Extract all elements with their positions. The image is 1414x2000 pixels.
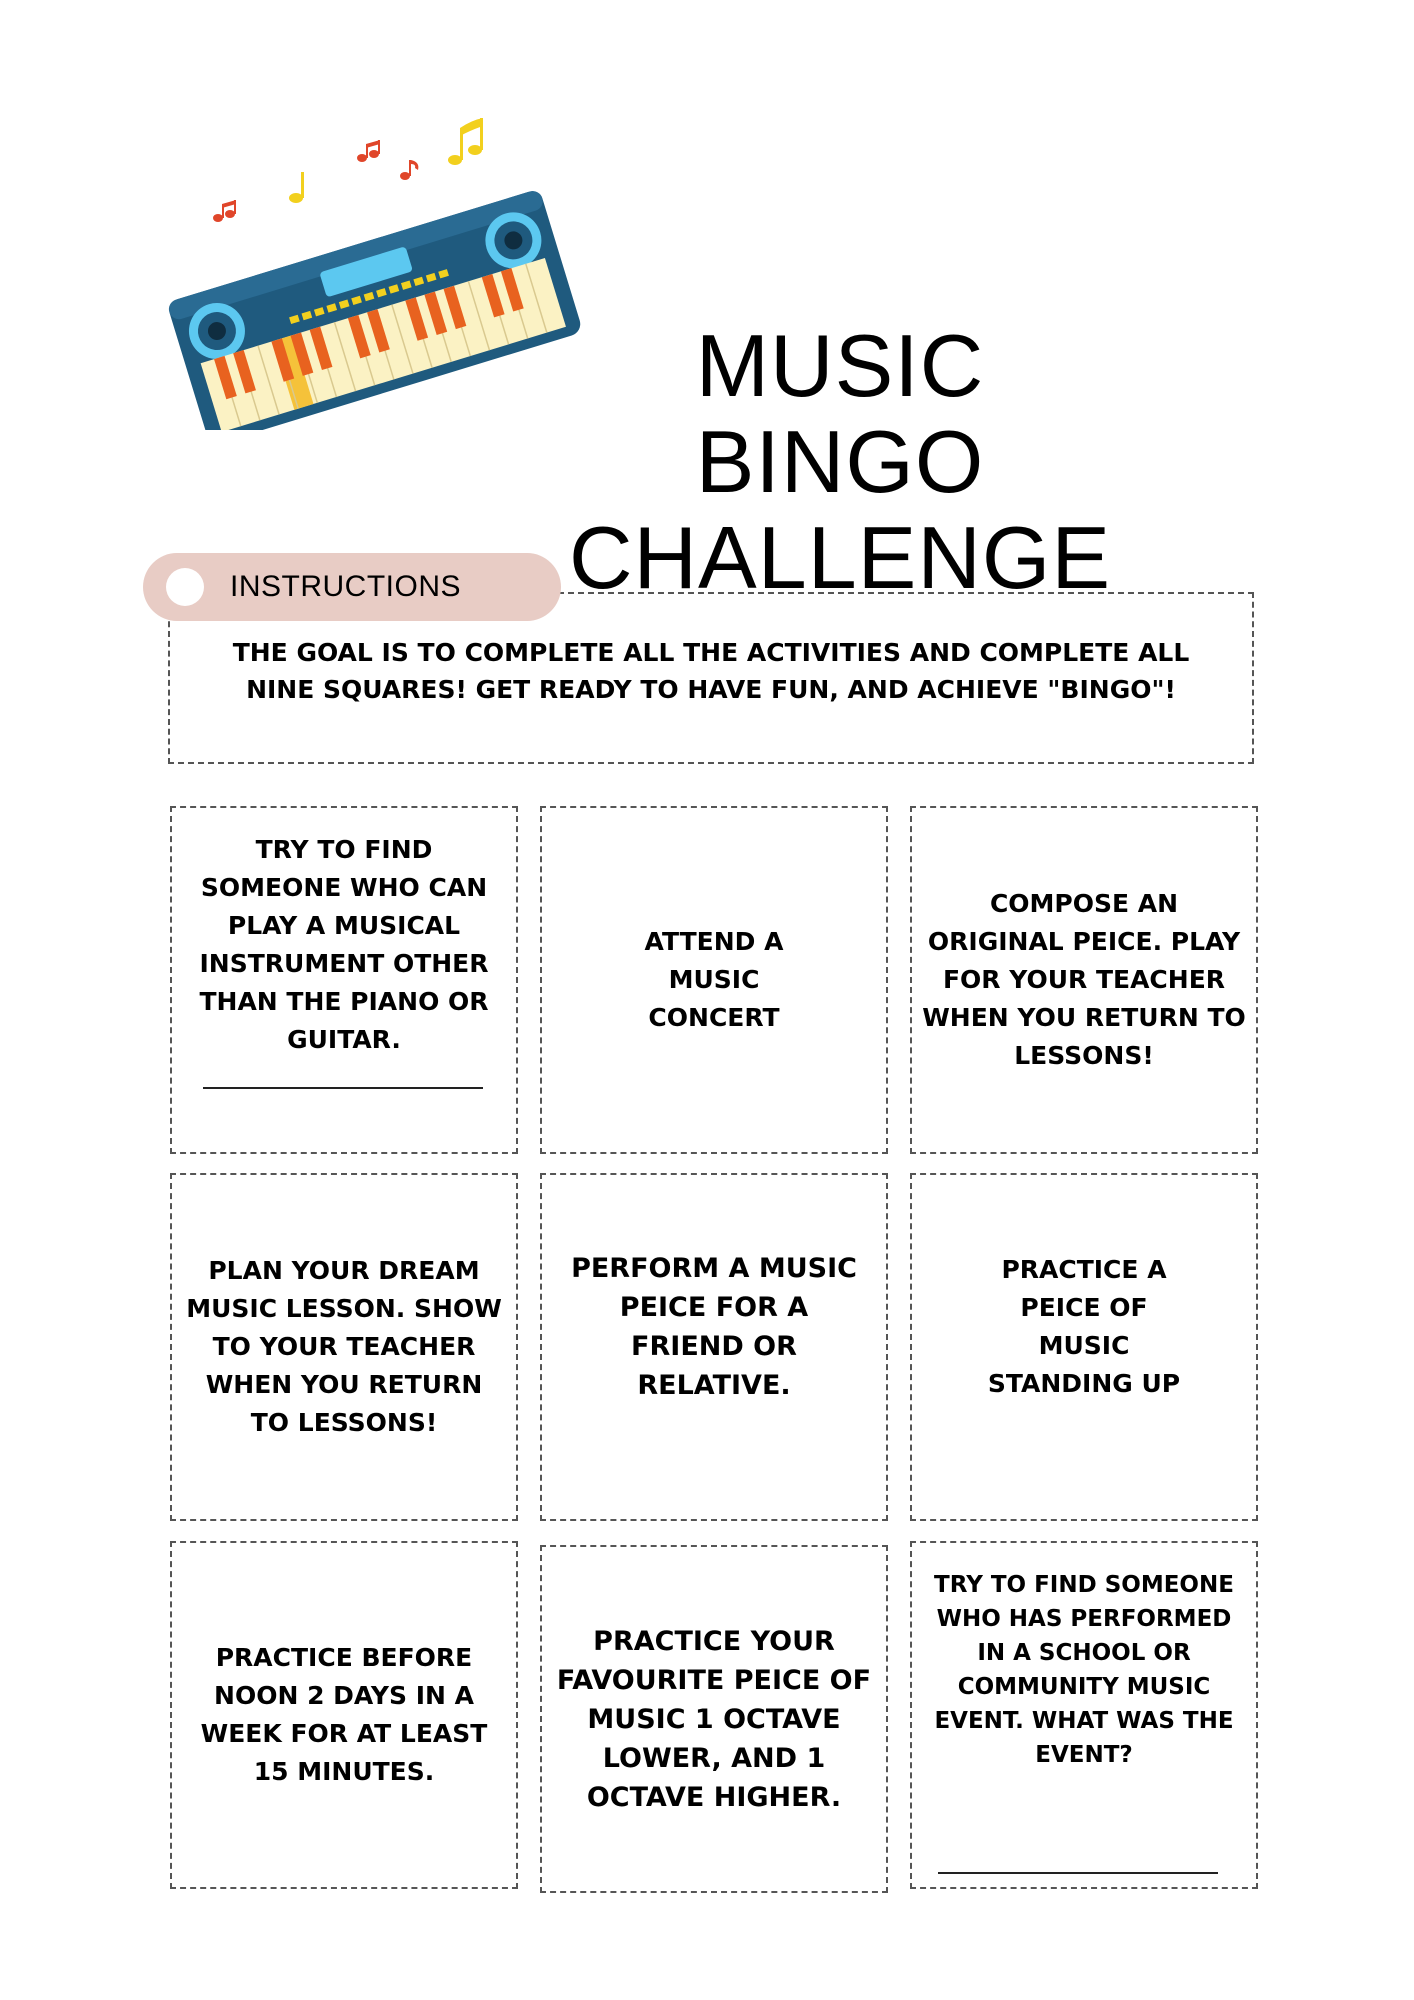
page-title xyxy=(430,318,1250,606)
square-text: PRACTICE YOUR FAVOURITE PEICE OF MUSIC 1 OCTAVE LOWER, AND 1 OCTAVE HIGHER. xyxy=(556,1625,872,1813)
square-text: COMPOSE AN ORIGINAL PEICE. PLAY FOR YOUR TEACHER WHEN YOU RETURN TO LESSONS! xyxy=(922,889,1246,1070)
square-text: PRACTICE A PEICE OF MUSIC STANDING UP xyxy=(987,1255,1181,1398)
bingo-square-9[interactable] xyxy=(910,1541,1258,1889)
bingo-square-4[interactable] xyxy=(170,1173,518,1521)
square-text: PLAN YOUR DREAM MUSIC LESSON. SHOW TO YOUR TEACHER WHEN YOU RETURN TO LESSONS! xyxy=(186,1256,502,1437)
circle-icon xyxy=(166,568,204,606)
music-notes-icon xyxy=(213,118,483,222)
bingo-square-3[interactable] xyxy=(910,806,1258,1154)
square-text: PERFORM A MUSIC PEICE FOR A FRIEND OR RELATIVE. xyxy=(571,1253,857,1401)
instructions-header xyxy=(143,553,561,621)
title-line-2: BINGO CHALLENGE xyxy=(568,412,1112,607)
bingo-square-6[interactable] xyxy=(910,1173,1258,1521)
title-line-1: MUSIC xyxy=(695,316,985,415)
instructions-label: INSTRUCTIONS xyxy=(230,570,461,603)
square-text: TRY TO FIND SOMEONE WHO HAS PERFORMED IN A SCHOOL OR COMMUNITY MUSIC EVENT. WHAT WAS THE EVENT? xyxy=(934,1572,1234,1768)
square-text: PRACTICE BEFORE NOON 2 DAYS IN A WEEK FOR AT LEAST 15 MINUTES. xyxy=(200,1643,488,1786)
answer-line[interactable] xyxy=(203,1087,483,1089)
bingo-square-2[interactable] xyxy=(540,806,888,1154)
bingo-square-8[interactable] xyxy=(540,1545,888,1893)
bingo-square-5[interactable] xyxy=(540,1173,888,1521)
answer-line[interactable] xyxy=(938,1872,1218,1874)
square-text: ATTEND A MUSIC CONCERT xyxy=(644,927,784,1032)
instructions-text: THE GOAL IS TO COMPLETE ALL THE ACTIVITIES AND COMPLETE ALL NINE SQUARES! GET READY TO HAVE FUN, AND ACHIEVE "BINGO"! xyxy=(232,638,1190,704)
bingo-square-1[interactable] xyxy=(170,806,518,1154)
bingo-square-7[interactable] xyxy=(170,1541,518,1889)
square-text: TRY TO FIND SOMEONE WHO CAN PLAY A MUSICAL INSTRUMENT OTHER THAN THE PIANO OR GUITAR. xyxy=(199,835,489,1054)
